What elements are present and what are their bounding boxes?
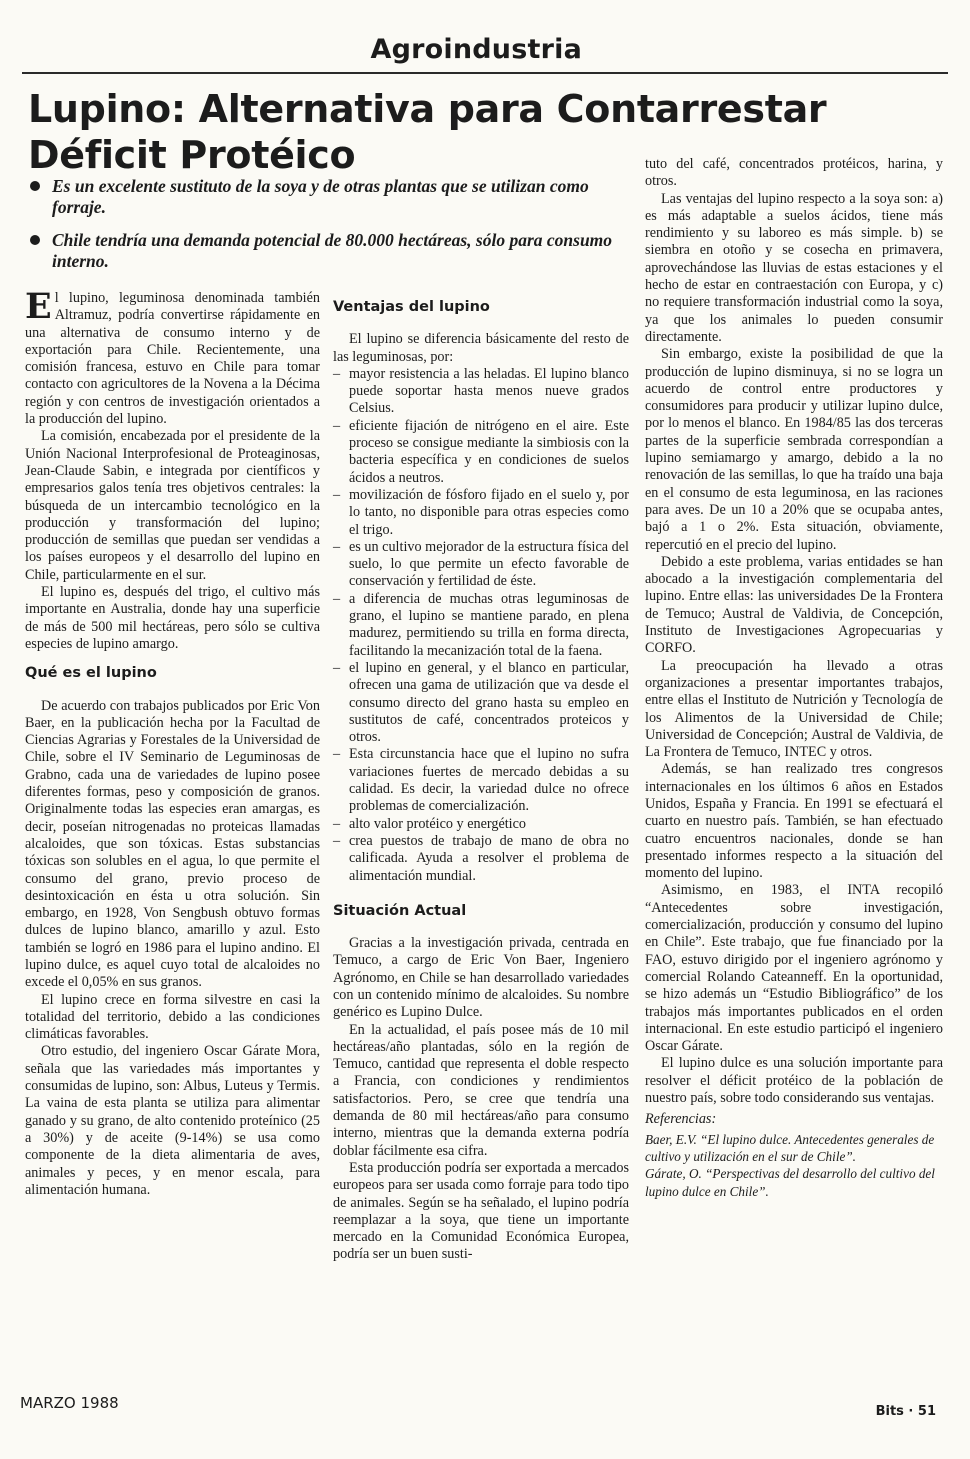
section-title: Agroindustria — [370, 34, 582, 65]
lead-paragraph — [25, 286, 320, 428]
list-item: – movilización de fósforo fijado en el suelo y, por lo tanto, no disponible para otras especies como el trigo. — [333, 487, 629, 539]
paragraph: Asimismo, en 1983, el INTA recopiló “Antecedentes sobre investigación, comercialización, producción y consumo del lupino en Chile”. Este trabajo, que fue financiado por la FAO, estuvo dirigido por el ingeniero agrónomo y comercial Rolando Cateanneff. En la oportunidad, se hizo además un “Estudio Bibliográfico” de los trabajos más importantes publicados en el orden internacional. En este estudio participó el ingeniero Oscar Gárate. — [645, 882, 943, 1055]
list-item: – el lupino en general, y el blanco en particular, ofrecen una gama de utilización que va desde el consumo directo del grano hasta su empleo en sustitutos de café, concentrados proteicos y otros. — [333, 660, 629, 746]
bullet-dot-icon — [30, 235, 40, 245]
paragraph: La comisión, encabezada por el presidente de la Unión Nacional Interprofesional de Proteaginosas, Jean-Claude Sabin, e integrada por científicos y empresarios galos tenía tres objetivos centrales: la búsqueda de un intercambio tecnológico en la producción y transformación del lupino; producción de semillas que puedan ser vendidas a los países europeos y el desarrollo del lupino en Chile, particularmente en el sur. — [25, 428, 320, 583]
list-item: – Esta circunstancia hace que el lupino no sufra variaciones fuertes de mercado debidas a su calidad. Es decir, la variedad dulce no ofrece problemas de comercialización. — [333, 746, 629, 815]
subheading-ventajas: Ventajas del lupino — [333, 299, 490, 315]
issue-date: MARZO 1988 — [20, 1394, 119, 1412]
list-item: – alto valor protéico y energético — [333, 816, 629, 833]
list-item: – eficiente fijación de nitrógeno en el aire. Este proceso se consigue mediante la simbiosis con la bacteria específica y en condiciones de suelos ácidos a neutros. — [333, 418, 629, 487]
references-title: Referencias: — [645, 1111, 717, 1128]
list-item: – mayor resistencia a las heladas. El lupino blanco puede soportar hasta menos nueve grados Celsius. — [333, 366, 629, 418]
paragraph: El lupino dulce es una solución importante para resolver el déficit protéico de la población de nuestro país, sobre todo considerando sus ventajas. — [645, 1055, 943, 1107]
list-item: – a diferencia de muchas otras leguminosas de grano, el lupino se mantiene parado, en plena madurez, permitiendo su trilla en forma directa, facilitando la mecanización total de la faena. — [333, 591, 629, 660]
summary-bullets — [28, 176, 628, 284]
subheading-que-es: Qué es el lupino — [25, 665, 157, 682]
paragraph: Esta producción podría ser exportada a mercados europeos para ser usada como forraje para todo tipo de animales. Según se ha señalado, el lupino podría reemplazar a la soya, que tiene un importante mercado en la Comunidad Económica Europea, podría ser un buen susti- — [333, 1159, 629, 1263]
summary-bullet-text: Es un excelente sustituto de la soya y de otras plantas que se utilizan como forraje. — [52, 176, 589, 217]
article-column-1 — [25, 286, 320, 1199]
paragraph: Otro estudio, del ingeniero Oscar Gárate Mora, señala que las variedades más importantes y consumidas de lupino, son: Albus, Luteus y Termis. La vaina de esta planta se utiliza para alimentar ganado y su grano, de alto contenido proteínico (25 a 30%) y de aceite (9-14%) se usa como componente de la dieta alimentaria de aves, animales y peces, y en menor escala, para alimentación humana. — [25, 1043, 320, 1198]
paragraph: tuto del café, concentrados protéicos, harina, y otros. — [645, 156, 943, 190]
reference-item: Gárate, O. “Perspectivas del desarrollo del cultivo del lupino dulce en Chile”. — [645, 1166, 935, 1199]
drop-cap: E — [25, 286, 52, 327]
subheading-situacion: Situación Actual — [333, 902, 467, 919]
paragraph: La preocupación ha llevado a otras organizaciones a presentar importantes trabajos, entre ellas el Instituto de Nutrición y Tecnología de los Alimentos de la Universidad de Chile; Universidad de Concepción; Austral de Valdivia, de La Frontera de Temuco, INTEC y otros. — [645, 657, 943, 761]
paragraph: El lupino crece en forma silvestre en casi la totalidad del territorio, debido a las condiciones climáticas favorables. — [25, 991, 320, 1043]
paragraph: Sin embargo, existe la posibilidad de que la producción de lupino disminuya, si no se logra un acuerdo de control entre productores y consumidores para producir y utilizar lupino dulce, por lo menos el blanco. En 1984/85 las dos terceras partes de la superficie sembrada correspondían a lupino semiamargo y amargo, debido a la no renovación de las semillas, lo que ha traído una baja en el consumo de esta leguminosa, en las raciones para aves. De un 10 a 20% que se ocupaba antes, bajó a 1 o 2%. Esta situación, obviamente, repercutió en el precio del lupino. — [645, 346, 943, 553]
bullet-dot-icon — [30, 181, 40, 191]
paragraph: De acuerdo con trabajos publicados por Eric Von Baer, en la publicación hecha por la Facultad de Ciencias Agrarias y Forestales de la Universidad de Chile, sobre el IV Seminario de Leguminosas de Grabno, cada una de variedades de lupino posee diferentes formas, peso y composición de granos. Originalmente todas las especies eran amargas, es decir, poseían nitrogenadas no proteicas llamadas alcaloides, que son tóxicas. Estas substancias tóxicas son solubles en el agua, lo que permite el consumo del grano, previo proceso de desintoxicación en ésta u otra solución. Sin embargo, en 1928, Von Sengbush obtuvo formas dulces de lupino blanco, amarillo y azul. Esto también se logró en 1986 para el lupino andino. El lupino dulce, es aquel cuyo total de alcaloides no excede el 0,05% en sus granos. — [25, 697, 320, 991]
list-item: – crea puestos de trabajo de mano de obra no calificada. Ayuda a resolver el problema de alimentación mundial. — [333, 833, 629, 885]
list-item: – es un cultivo mejorador de la estructura física del suelo, lo que permite un efecto favorable de conservación y fertilidad de éste. — [333, 539, 629, 591]
paragraph: Las ventajas del lupino respecto a la soya son: a) es más adaptable a suelos ácidos, tiene más rendimiento y su laboreo es más simple. b) se siembra en otoño y se cosecha en primavera, aprovechándose las lluvias de estas estaciones y el hecho de estar en contraestación con Europa, y c) no requiere transformación industrial como la soya, ya que los animales lo pueden consumir directamente. — [645, 190, 943, 345]
advantages-list — [333, 366, 629, 885]
page-number: Bits · 51 — [875, 1404, 936, 1419]
paragraph: Gracias a la investigación privada, centrada en Temuco, a cargo de Eric Von Baer, Ingeniero Agrónomo, en Chile se han desarrollado variedades con un contenido mínimo de alcaloides. Su nombre genérico es Lupino Dulce. — [333, 935, 629, 1021]
article-column-3 — [645, 156, 943, 1200]
paragraph: El lupino se diferencia básicamente del resto de las leguminosas, por: — [333, 331, 629, 365]
article-column-2 — [333, 299, 629, 1264]
lead-text: l lupino, leguminosa denominada también Altramuz, podría convertirse rápidamente en una alternativa de consumo interno y de exportación para Chile. Recientemente, una comisión francesa, estuvo en Chile para tomar contacto con agricultores de la Novena a la Décima región y con centros de investigación orientados a la producción del lupino. — [25, 290, 320, 428]
headline: Lupino: Alternativa para Contarrestar Déficit Protéico — [28, 87, 827, 177]
summary-bullet-text: Chile tendría una demanda potencial de 80.000 hectáreas, sólo para consumo interno. — [52, 230, 613, 271]
summary-bullet — [28, 230, 628, 272]
paragraph: El lupino es, después del trigo, el cultivo más importante en Australia, donde hay una superficie de más de 500 mil hectáreas, pero sólo se cultiva especies de lupino amargo. — [25, 584, 320, 652]
header-rule — [22, 72, 948, 74]
summary-bullet — [28, 176, 628, 218]
paragraph: Además, se han realizado tres congresos internacionales en los últimos 6 años en Estados Unidos, España y Francia. En 1991 se efectuará el cuarto en nuestro país. También, se han efectuado cuatro encuentros nacionales, donde se han presentado informes respecto a la situación del momento del lupino. — [645, 761, 943, 882]
paragraph: Debido a este problema, varias entidades se han abocado a la investigación complementaria del lupino. Entre ellas: las universidades De la Frontera de Temuco; Austral de Valdivia, de Concepción, Instituto de Investigaciones Agropecuarias y CORFO. — [645, 553, 943, 657]
reference-item: Baer, E.V. “El lupino dulce. Antecedentes generales de cultivo y utilización en el sur de Chile”. — [645, 1131, 935, 1164]
paragraph: En la actualidad, el país posee más de 10 mil hectáreas/año plantadas, sólo en la región de Temuco, cantidad que representa el doble respecto a Francia, con condiciones y rendimientos satisfactorios. Pero, se cree que tendría una demanda de 80 mil hectáreas/año para consumo interno, mientras que la demanda externa podría doblar fácilmente esa cifra. — [333, 1021, 629, 1159]
